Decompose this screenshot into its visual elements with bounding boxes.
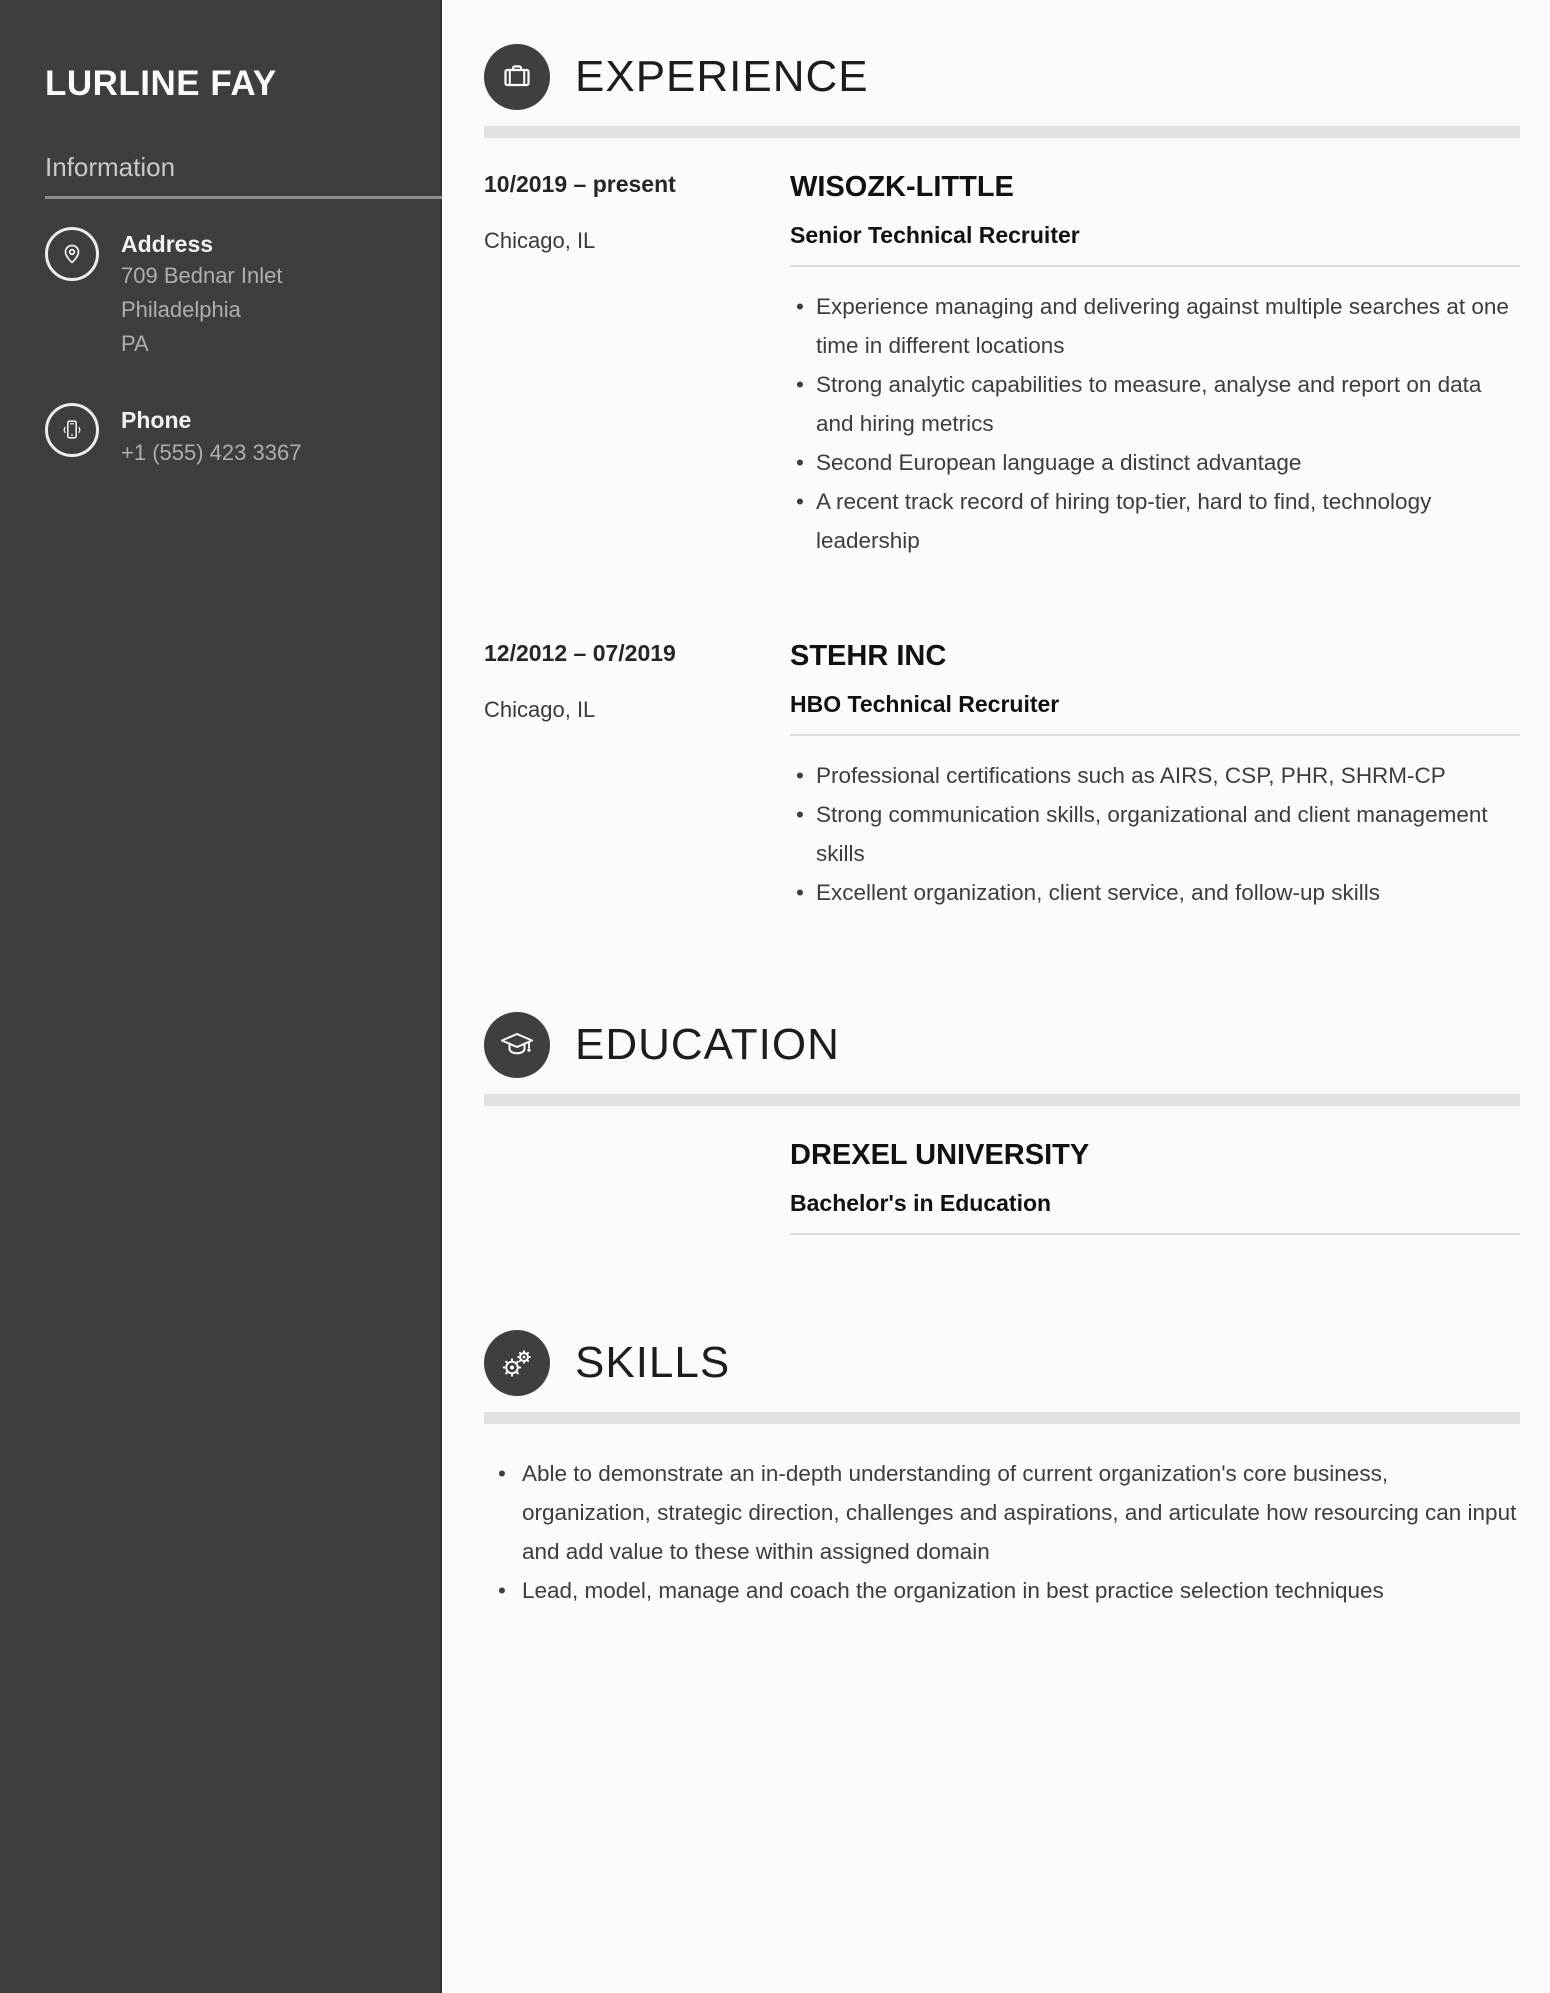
section-divider-bar — [484, 1094, 1520, 1106]
school-name: DREXEL UNIVERSITY — [790, 1139, 1090, 1171]
entry-meta — [484, 1139, 790, 1235]
bullet-item: • Second European language a distinct advantage — [790, 443, 1520, 482]
experience-header — [484, 44, 1520, 110]
experience-entry — [484, 171, 1520, 560]
bullet-item: • Able to demonstrate an in-depth understanding of current organization's core business, organization, strategic direction, challenges and aspirations, and articulate how resourcing can input and add value to these within assigned domain — [484, 1454, 1520, 1571]
address-body — [121, 227, 282, 361]
gears-icon — [484, 1330, 550, 1396]
skills-title: SKILLS — [575, 1338, 731, 1387]
bullet-item: • Lead, model, manage and coach the organization in best practice selection techniques — [484, 1571, 1520, 1610]
address-block — [45, 227, 442, 361]
phone-label: Phone — [121, 407, 192, 433]
entry-location: Chicago, IL — [484, 228, 596, 253]
phone-body — [121, 403, 301, 469]
experience-title: EXPERIENCE — [575, 52, 869, 101]
bullet-item: • A recent track record of hiring top-tier, hard to find, technology leadership — [790, 482, 1520, 560]
entry-bullet-list — [790, 756, 1520, 912]
education-header — [484, 1012, 1520, 1078]
entry-date: 10/2019 – present — [484, 171, 676, 197]
entry-meta — [484, 171, 790, 560]
sidebar-divider — [45, 196, 442, 199]
person-name: LURLINE FAY — [45, 64, 277, 103]
education-entry — [484, 1139, 1520, 1235]
entry-location: Chicago, IL — [484, 697, 596, 722]
address-label: Address — [121, 231, 214, 257]
skills-section — [484, 1330, 1520, 1610]
entry-rule — [790, 1233, 1520, 1235]
entry-details — [790, 640, 1520, 912]
entry-rule — [790, 734, 1520, 736]
section-divider-bar — [484, 126, 1520, 138]
information-heading: Information — [45, 152, 176, 182]
bullet-item: • Experience managing and delivering against multiple searches at one time in different locations — [790, 287, 1520, 365]
briefcase-icon — [484, 44, 550, 110]
section-divider-bar — [484, 1412, 1520, 1424]
entry-company: WISOZK-LITTLE — [790, 171, 1014, 203]
bullet-item: • Excellent organization, client service, and follow-up skills — [790, 873, 1520, 912]
address-line: 709 Bednar Inlet — [121, 263, 283, 288]
bullet-item: • Professional certifications such as AIRS, CSP, PHR, SHRM-CP — [790, 756, 1520, 795]
bullet-item: • Strong communication skills, organizational and client management skills — [790, 795, 1520, 873]
address-line: Philadelphia — [121, 297, 241, 322]
experience-entry — [484, 640, 1520, 912]
entry-bullet-list — [790, 287, 1520, 560]
degree-name: Bachelor's in Education — [790, 1190, 1052, 1216]
main-content — [442, 0, 1550, 1993]
entry-details — [790, 171, 1520, 560]
education-title: EDUCATION — [575, 1020, 840, 1069]
graduation-cap-icon — [484, 1012, 550, 1078]
skills-bullet-list — [484, 1454, 1520, 1610]
phone-block — [45, 403, 442, 469]
entry-company: STEHR INC — [790, 640, 947, 672]
location-pin-icon — [45, 227, 99, 281]
skills-header — [484, 1330, 1520, 1396]
entry-role: HBO Technical Recruiter — [790, 691, 1060, 717]
entry-rule — [790, 265, 1520, 267]
smartphone-icon — [45, 403, 99, 457]
phone-value: +1 (555) 423 3367 — [121, 440, 302, 465]
sidebar — [0, 0, 442, 1993]
education-section — [484, 1012, 1520, 1235]
entry-details — [790, 1139, 1520, 1235]
address-line: PA — [121, 331, 149, 356]
entry-role: Senior Technical Recruiter — [790, 222, 1080, 248]
bullet-item: • Strong analytic capabilities to measure, analyse and report on data and hiring metrics — [790, 365, 1520, 443]
experience-section — [484, 44, 1520, 912]
entry-date: 12/2012 – 07/2019 — [484, 640, 676, 666]
entry-meta — [484, 640, 790, 912]
